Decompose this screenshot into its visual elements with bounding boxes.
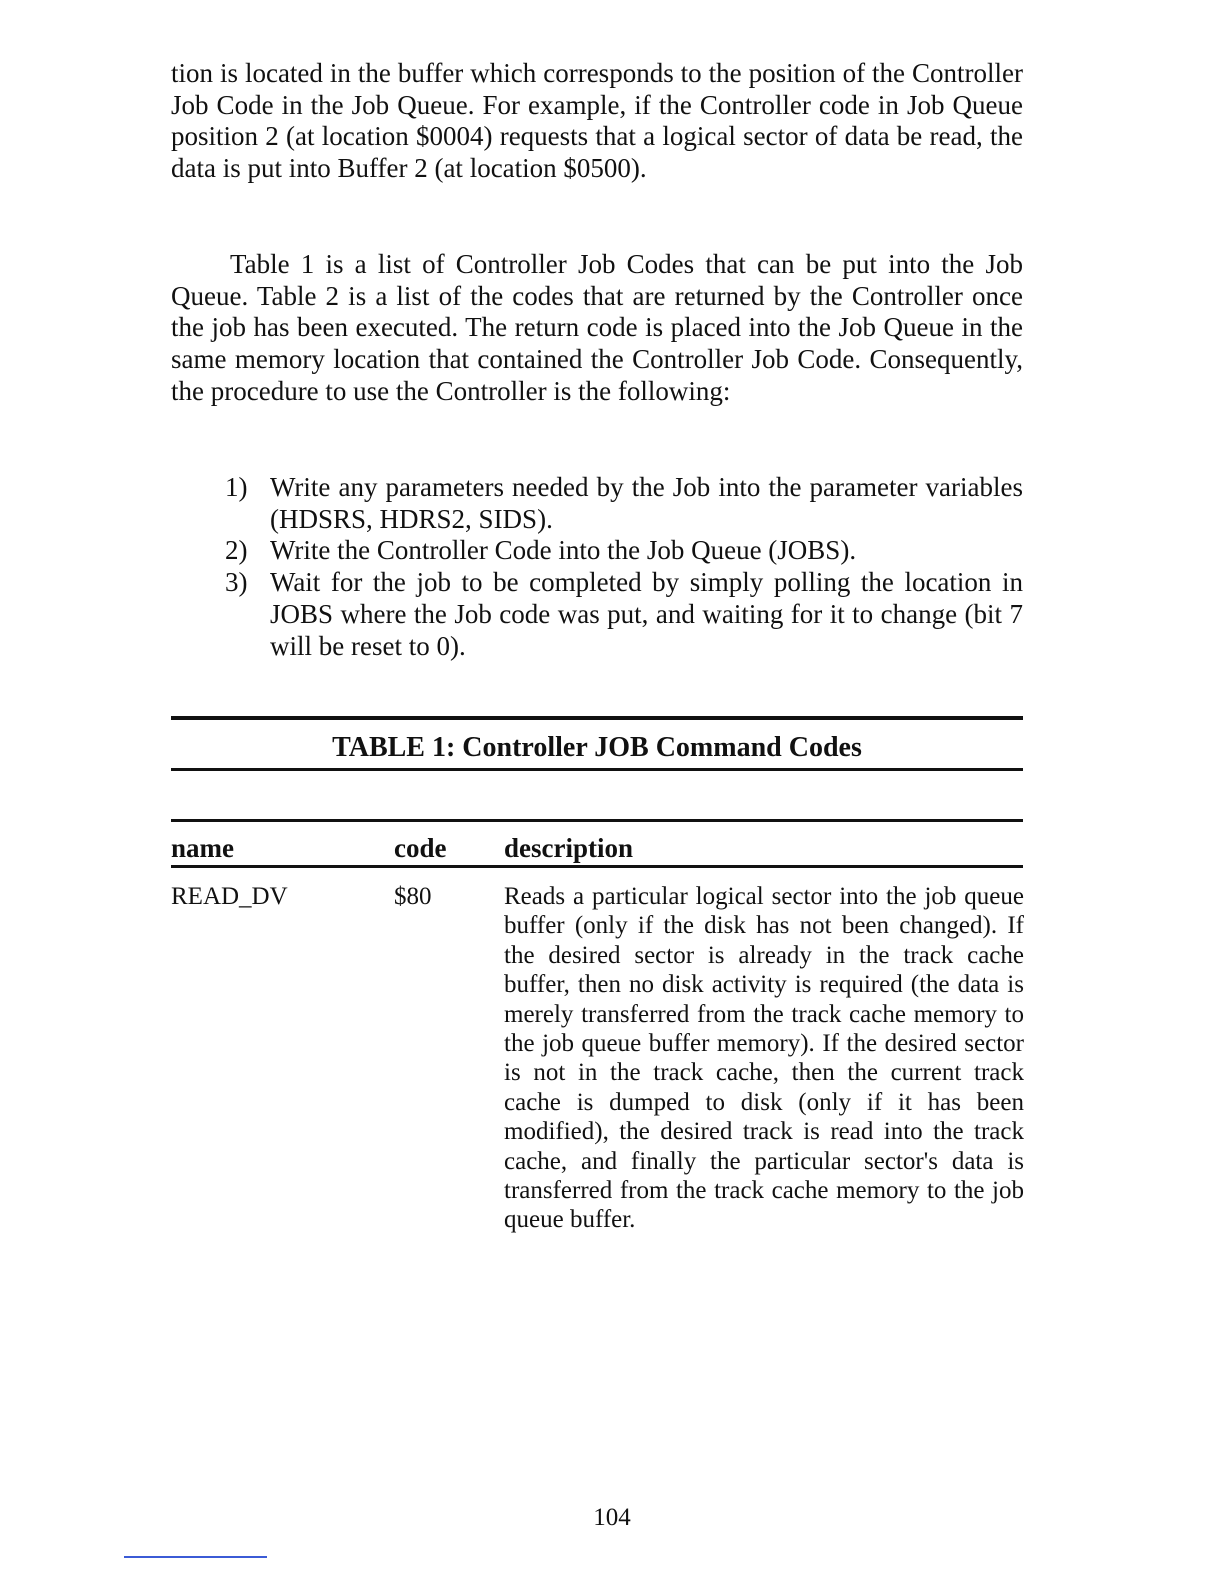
table-top-rule bbox=[171, 716, 1023, 720]
table-header-top-rule bbox=[171, 819, 1023, 822]
step-text: Wait for the job to be completed by simply polling the location in JOBS where the Job code was put, and waiting for it to change (bit 7 will be reset to 0). bbox=[270, 567, 1023, 661]
step-number: 2) bbox=[225, 535, 248, 566]
table-title-rule bbox=[171, 768, 1023, 771]
table-title: TABLE 1: Controller JOB Command Codes bbox=[332, 732, 862, 763]
step-number: 1) bbox=[225, 472, 248, 502]
step-number: 3) bbox=[225, 567, 248, 598]
body-paragraph-2: Table 1 is a list of Controller Job Codes that can be put into the Job Queue. Table 2 is a list of the codes that are returned by the Controller once the job has been executed. The return code is placed into the Job Queue in the same memory location that contained the Controller Job Code. Consequently, the procedure to use the Controller is the following: bbox=[171, 249, 1023, 406]
body-paragraph-1: tion is located in the buffer which corresponds to the position of the Controller Job Code in the Job Queue. For example, if the Controller code in Job Queue position 2 (at location $0004) requests that a logical sector of data be read, the data is put into Buffer 2 (at location $0500). bbox=[171, 58, 1023, 184]
table-cell-description: Reads a particular logical sector into the job queue buffer (only if the disk has not been changed). If the desired sector is already in the track cache buffer, then no disk activity is required (the data is merely transferred from the track cache memory to the job queue buffer memory). If the desired sector is not in the track cache, then the current track cache is dumped to disk (only if it has been modified), the desired track is read into the track cache, and finally the particular sector's data is transferred from the track cache memory to the job queue buffer. bbox=[504, 883, 1024, 1234]
procedure-step bbox=[225, 535, 1023, 567]
step-text: Write any parameters needed by the Job into the parameter variables (HDSRS, HDRS2, SIDS). bbox=[270, 472, 1023, 534]
table-header-bottom-rule bbox=[171, 865, 1023, 868]
column-header-description: description bbox=[504, 833, 634, 863]
column-header-code: code bbox=[394, 833, 447, 863]
step-text: Write the Controller Code into the Job Queue (JOBS). bbox=[270, 535, 857, 566]
scan-mark bbox=[124, 1556, 267, 1558]
table-cell-name: READ_DV bbox=[171, 883, 288, 910]
page-number: 104 bbox=[593, 1504, 631, 1531]
procedure-step bbox=[225, 472, 1023, 535]
procedure-steps bbox=[225, 472, 1023, 662]
procedure-step bbox=[225, 567, 1023, 662]
table-cell-code: $80 bbox=[394, 883, 432, 910]
column-header-name: name bbox=[171, 833, 234, 863]
